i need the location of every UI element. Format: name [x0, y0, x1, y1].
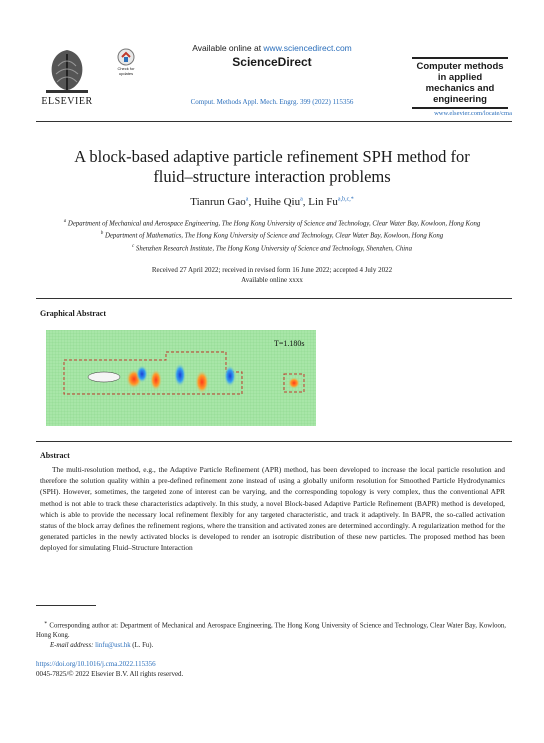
- doi-link[interactable]: https://doi.org/10.1016/j.cma.2022.115356: [36, 660, 156, 668]
- affil-sup: a: [63, 219, 67, 224]
- vortex: [195, 370, 209, 394]
- available-online-label: Available online at: [192, 43, 264, 53]
- corresponding-author-footnote: [36, 619, 506, 651]
- journal-title-line: mechanics and: [425, 83, 495, 94]
- article-dates: [40, 265, 504, 285]
- journal-reference[interactable]: Comput. Methods Appl. Mech. Engrg. 399 (2022) 115356: [190, 98, 354, 106]
- email-label: E-mail address:: [50, 642, 96, 650]
- publisher-name: ELSEVIER: [41, 96, 93, 107]
- affil-text: Department of Mathematics, The Hong Kong University of Science and Technology, Clear Water Bay, Kowloon, Hong Kong: [103, 232, 444, 240]
- author-name: Tianrun Gao: [190, 196, 246, 208]
- author-affil-sup[interactable]: a,b,c,*: [337, 196, 354, 203]
- section-divider: [36, 298, 512, 299]
- journal-title: [408, 57, 512, 109]
- vortex: [288, 377, 300, 389]
- journal-title-line: in applied: [437, 72, 483, 83]
- author-affil-sup[interactable]: a: [245, 196, 249, 203]
- journal-title-line: Computer methods: [416, 61, 504, 72]
- graphical-abstract-heading: Graphical Abstract: [40, 309, 106, 318]
- author-affil-sup[interactable]: a: [300, 196, 303, 203]
- elsevier-logo: [36, 44, 98, 102]
- footnote-rule: [36, 605, 96, 606]
- vortex: [174, 363, 186, 387]
- affil-sup: b: [100, 231, 104, 237]
- affil-text: Shenzhen Research Institute, The Hong Kong University of Science and Technology, Shenzhen, China: [134, 244, 412, 252]
- vortex: [150, 369, 162, 391]
- author-name: Huihe Qiu: [253, 196, 301, 208]
- header-divider: [36, 121, 512, 122]
- vortex: [136, 365, 148, 383]
- vortex: [224, 365, 236, 387]
- affil-sup: c: [132, 243, 135, 249]
- abstract-body: The multi-resolution method, e.g., the Adaptive Particle Refinement (APR) method, has been developed to increase the local particle resolution and therefore the solution quality within a pre-defined refinement zone instead of using a globally uniform resolution for Smoothed Particle Hydrodynamics (SPH). However, sometimes, the targeted zone of interest can be varying, and the corresponding topology is very complex, thus the conventional APR method is not able to track these characteristics adaptively. In this study, a novel Block-based Adaptive Particle Refinement (BAPR) method is developed, which is able to provide the necessary local refinement flexibly for any targeted characteristic, and track it adaptively. In BAPR, the so-called activation status of the block array defines the refinement regions, where the transition and activated zones are determined accordingly. A regularization method for the generated particles in the newly activated blocks is developed to render an isotropic distribution of these new particles. The proposed method has been deployed for simulating Fluid–Structure Interaction: [40, 465, 505, 553]
- affiliation-item: [40, 229, 504, 241]
- article-title: [50, 147, 494, 187]
- graphical-abstract-figure: [46, 330, 316, 426]
- sciencedirect-wordmark: ScienceDirect: [232, 55, 312, 69]
- check-updates-line2: updates: [118, 70, 134, 76]
- journal-url[interactable]: www.elsevier.com/locate/cma: [434, 110, 512, 117]
- time-label: T=1.180s: [274, 339, 305, 348]
- affiliation-item: [40, 217, 504, 229]
- affiliation-item: [40, 242, 504, 254]
- author-name: Lin Fu: [308, 196, 338, 208]
- email-suffix: (L. Fu).: [130, 642, 154, 650]
- title-line: A block-based adaptive particle refinement SPH method for: [74, 147, 470, 166]
- check-for-updates-badge[interactable]: [113, 48, 139, 76]
- check-updates-line1: Check for: [117, 66, 135, 71]
- structure-body: [88, 372, 120, 382]
- email-link[interactable]: linfu@ust.hk: [95, 642, 131, 650]
- affil-text: Department of Mechanical and Aerospace Engineering, The Hong Kong University of Science and Technology, Clear Water Bay, Kowloon, Hong Kong: [66, 220, 481, 228]
- copyright: 0045-7825/© 2022 Elsevier B.V. All rights reserved.: [36, 670, 184, 678]
- title-line: fluid–structure interaction problems: [153, 167, 391, 186]
- journal-title-line: engineering: [433, 94, 487, 105]
- footnote-mark: ∗: [44, 621, 48, 626]
- sciencedirect-link[interactable]: www.sciencedirect.com: [263, 43, 352, 53]
- author-list: Tianrun Gao$^a$, Huihe Qiu$^a$, Lin $Fu^{a,b,c,*}$: [190, 196, 354, 208]
- received-dates: Received 27 April 2022; received in revised form 16 June 2022; accepted 4 July 2022: [151, 266, 393, 274]
- footnote-text: Corresponding author at: Department of Mechanical and Aerospace Engineering, The Hong Kong University of Science and Technology, Clear Water Bay, Kowloon, Hong Kong.: [36, 622, 506, 640]
- available-online: [150, 43, 394, 53]
- affiliations: [40, 217, 504, 254]
- abstract-heading: Abstract: [40, 451, 70, 460]
- section-divider: [36, 441, 512, 442]
- available-online-date: Available online xxxx: [241, 276, 303, 284]
